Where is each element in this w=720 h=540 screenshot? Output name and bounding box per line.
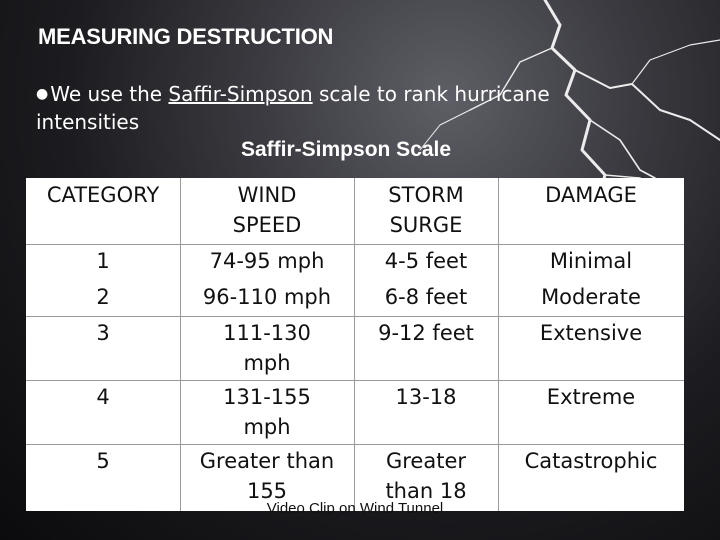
saffir-simpson-link[interactable]: Saffir-Simpson xyxy=(168,82,313,106)
video-clip-link[interactable]: Video Clip on Wind Tunnel xyxy=(266,500,444,517)
table-cell-storm-surge: 4-5 feet xyxy=(384,249,468,273)
row-divider xyxy=(26,444,684,445)
column-header-category: CATEGORY xyxy=(46,183,160,207)
table-cell-storm-surge: 9-12 feet xyxy=(378,321,474,345)
header-divider xyxy=(26,244,684,245)
bullet-text-before: We use the xyxy=(50,82,169,106)
column-header-damage: DAMAGE xyxy=(545,183,637,207)
slide-title: MEASURING DESTRUCTION xyxy=(38,24,334,49)
saffir-simpson-table xyxy=(26,178,684,517)
table-subtitle: Saffir-Simpson Scale xyxy=(241,138,452,161)
table-cell-wind-speed: 131-155 mph xyxy=(223,385,311,439)
table-cell-damage: Moderate xyxy=(541,285,641,309)
table-cell-category: 4 xyxy=(96,385,110,409)
table-cell-damage: Minimal xyxy=(549,249,633,273)
bullet-text xyxy=(36,80,656,136)
column-header-wind-speed: WIND SPEED xyxy=(232,183,302,237)
row-divider xyxy=(26,380,684,381)
table-cell-damage: Extreme xyxy=(546,385,636,409)
table-cell-category: 2 xyxy=(96,285,110,309)
table-cell-storm-surge: 6-8 feet xyxy=(384,285,468,309)
column-header-storm-surge: STORM SURGE xyxy=(388,183,464,237)
table-cell-damage: Catastrophic xyxy=(524,449,658,473)
table-cell-category: 1 xyxy=(96,249,110,273)
bullet-text-after: scale to rank hurricane intensities xyxy=(36,82,550,134)
table-cell-wind-speed: 74-95 mph xyxy=(209,249,325,273)
row-divider xyxy=(26,316,684,317)
table-cell-category: 3 xyxy=(96,321,110,345)
table-cell-wind-speed: Greater than 155 xyxy=(199,449,335,503)
table-cell-wind-speed: 111-130 mph xyxy=(223,321,311,375)
table-cell-damage: Extensive xyxy=(539,321,643,345)
table-cell-wind-speed: 96-110 mph xyxy=(202,285,332,309)
bullet-icon: ● xyxy=(36,86,49,102)
table-cell-storm-surge: 13-18 xyxy=(395,385,457,409)
table-cell-category: 5 xyxy=(96,449,110,473)
table-cell-storm-surge: Greater than 18 xyxy=(385,449,467,503)
